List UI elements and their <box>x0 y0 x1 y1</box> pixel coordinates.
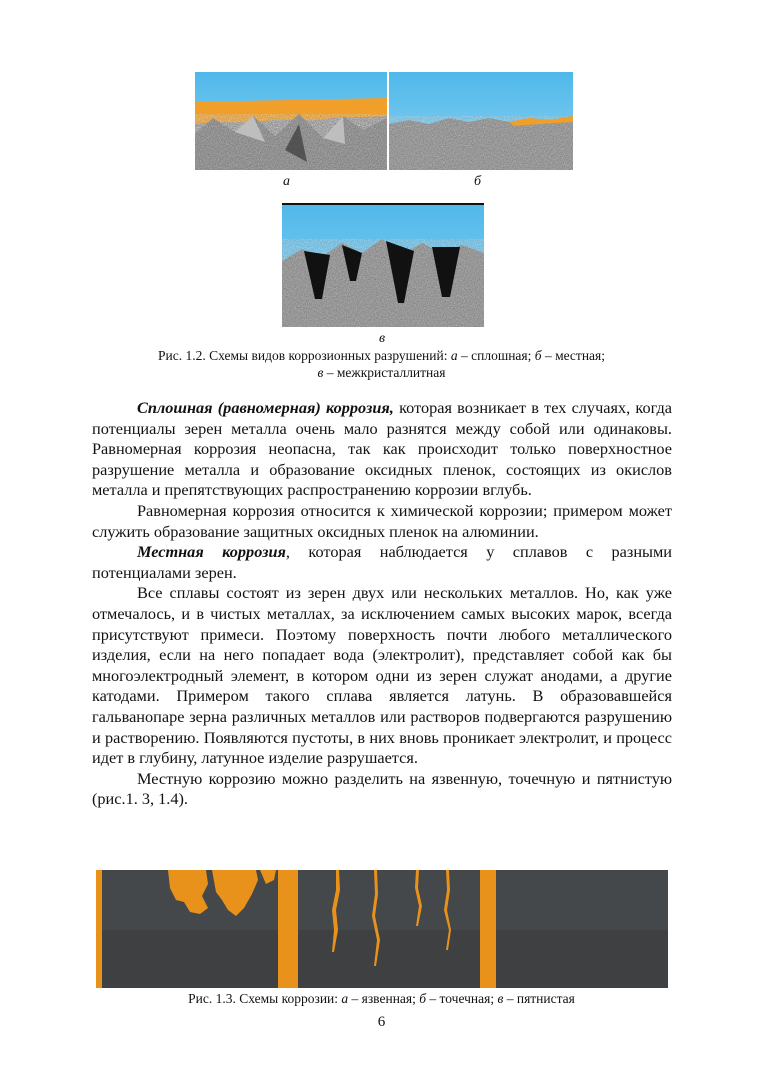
figure-1-2-letter-b: б <box>474 174 482 189</box>
paragraph-chemical-corrosion: Равномерная коррозия относится к химической коррозии; примером может служить образование защитных оксидных пленок на алюминии. <box>92 500 672 541</box>
body-text <box>92 398 672 810</box>
figure-1-2-caption: Рис. 1.2. Схемы видов коррозионных разрушений: а – сплошная; б – местная; в – межкристаллитная <box>157 348 606 380</box>
figure-1-3-caption: Рис. 1.3. Схемы коррозии: а – язвенная; б – точечная; в – пятнистая <box>188 991 575 1006</box>
figure-1-2-panel-b <box>389 72 573 170</box>
paragraph-local-corrosion: Местная коррозия, которая наблюдается у сплавов с разными потенциалами зерен. <box>92 542 672 582</box>
figure-1-3-image <box>96 870 668 988</box>
figure-1-2-panel-c <box>282 203 484 327</box>
figure-1-2-letter-a: а <box>283 174 290 189</box>
page-number: 6 <box>377 1014 386 1030</box>
figure-1-2-panel-a <box>195 72 387 170</box>
figure-1-2-letter-c: в <box>379 331 386 346</box>
paragraph-uniform-corrosion: Сплошная (равномерная) коррозия, которая возникает в тех случаях, когда потенциалы зерен металла очень мало разнятся между собой или одинаковы. Равномерная коррозия неопасна, так как происходит только поверхностное разрушение металла и образование оксидных пленок, состоящих из окислов металла и препятствующих распространению коррозии вглубь. <box>92 398 672 500</box>
paragraph-alloys: Все сплавы состоят из зерен двух или нескольких металлов. Но, как уже отмечалось, и в чистых металлах, за исключением самых высоких марок, всегда присутствуют примеси. Поэтому поверхность почти любого металлического изделия, если на него попадает вода (электролит), представляет собой как бы многоэлектродный элемент, в котором одни из зерен служат анодами, а другие катодами. Примером такого сплава является латунь. В образовавшейся гальванопаре зерна различных металлов или растворов подвергаются разрушению и растворению. Появляются пустоты, в них вновь проникает электролит, и процесс идет в глубину, латунное изделие разрушается. <box>92 583 672 768</box>
paragraph-local-types: Местную коррозию можно разделить на язвенную, точечную и пятнистую (рис.1. 3, 1.4). <box>92 768 672 809</box>
